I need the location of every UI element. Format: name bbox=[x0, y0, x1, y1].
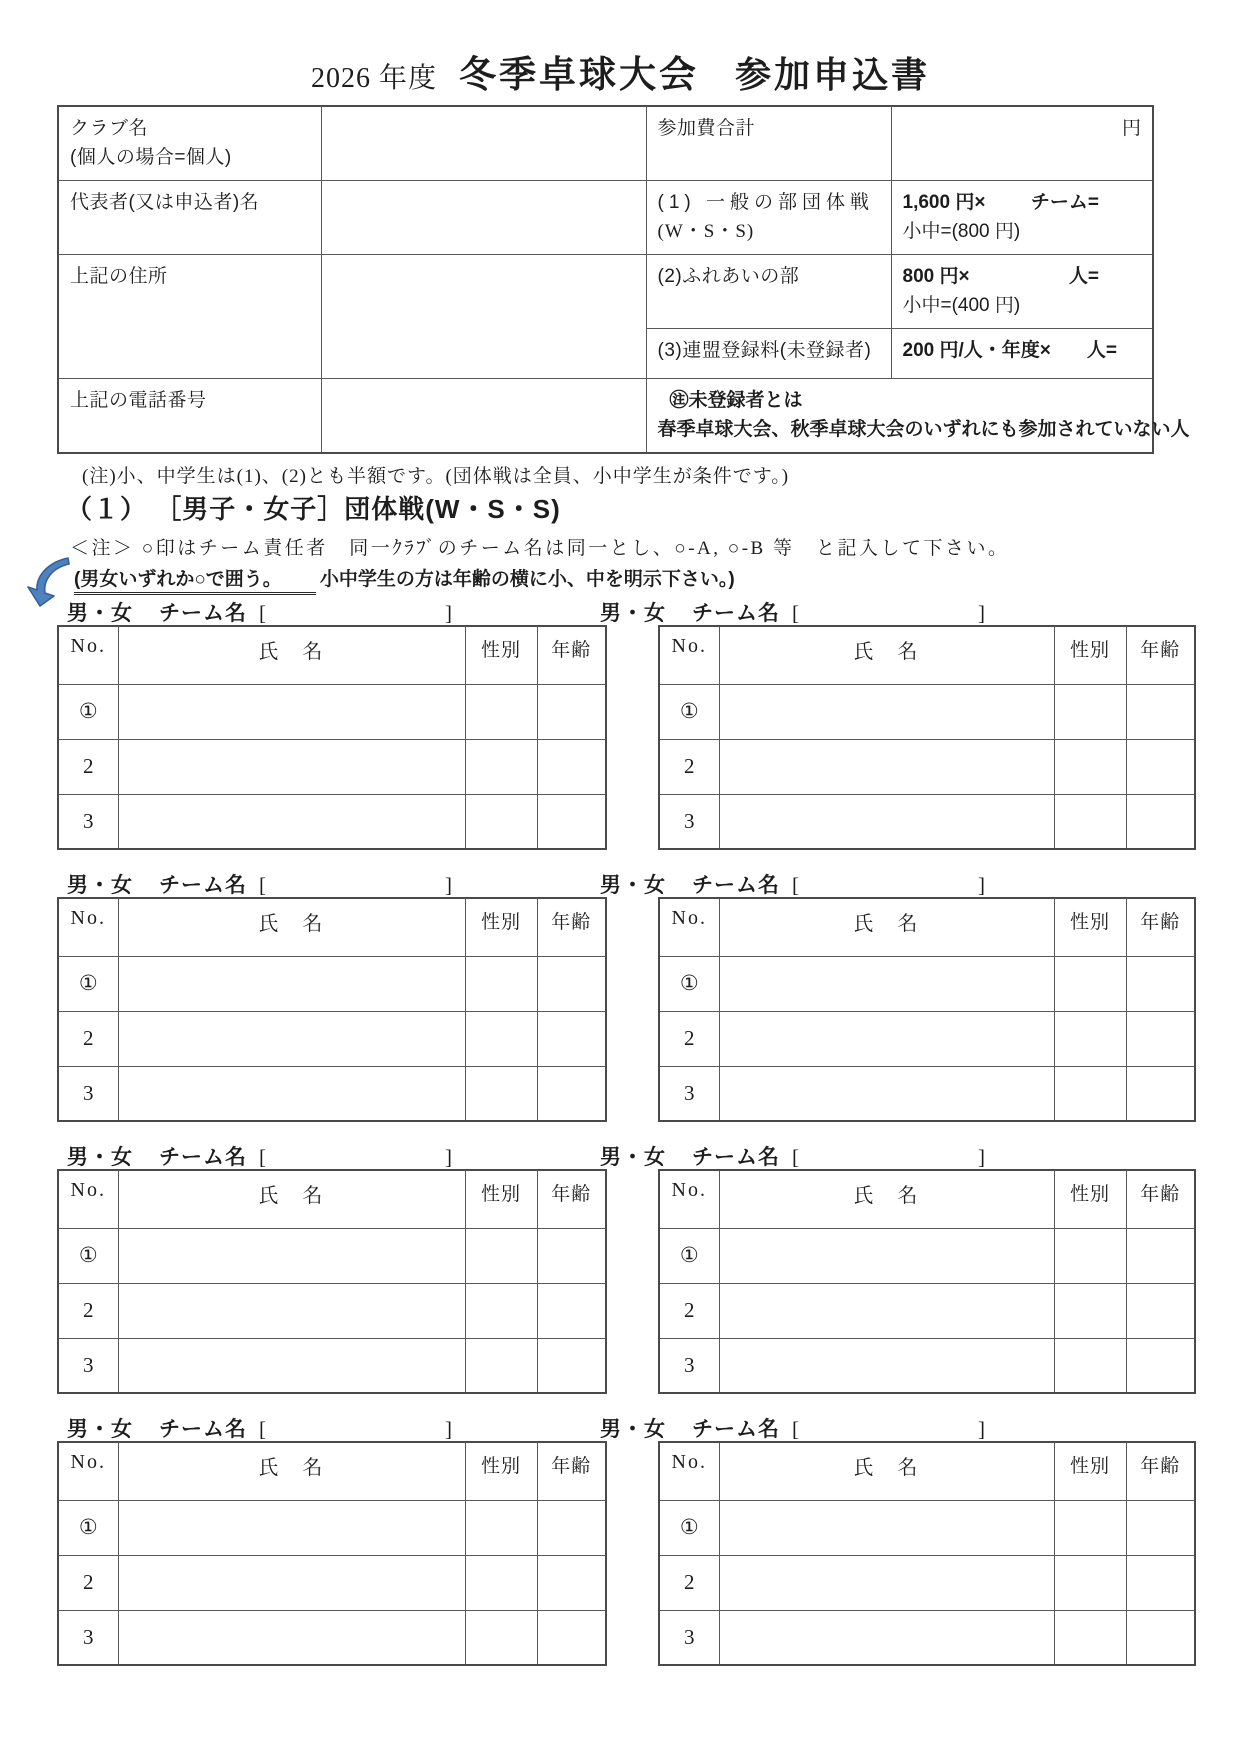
name-cell[interactable] bbox=[118, 1610, 465, 1665]
gender-choice[interactable]: 男・女 bbox=[67, 874, 133, 897]
sex-cell[interactable] bbox=[465, 1011, 537, 1066]
bracket-open-icon: [ bbox=[792, 1145, 800, 1169]
row-label-3: 3 bbox=[659, 1066, 719, 1121]
representative-field[interactable] bbox=[321, 180, 646, 254]
sex-cell[interactable] bbox=[465, 1066, 537, 1121]
team-name-label: チーム名 bbox=[692, 602, 780, 625]
column-header-age: 年齢 bbox=[1126, 626, 1195, 684]
age-cell[interactable] bbox=[1126, 739, 1195, 794]
team-header bbox=[600, 597, 1196, 625]
title-doc: 参加申込書 bbox=[735, 54, 931, 95]
age-cell[interactable] bbox=[1126, 1228, 1195, 1283]
row-label-2: 2 bbox=[58, 1283, 118, 1338]
team-roster-table bbox=[658, 1169, 1196, 1394]
column-header-age: 年齢 bbox=[537, 1442, 606, 1500]
column-header-no: No. bbox=[659, 898, 719, 956]
bracket-close-icon: ] bbox=[445, 1145, 453, 1169]
row-label-3: 3 bbox=[659, 1610, 719, 1665]
bracket-open-icon: [ bbox=[259, 1145, 267, 1169]
page-title bbox=[0, 44, 1241, 98]
phone-label: 上記の電話番号 bbox=[58, 378, 321, 452]
name-cell[interactable] bbox=[719, 794, 1054, 849]
column-header-name: 氏 名 bbox=[118, 626, 465, 684]
item3-fee-cell[interactable] bbox=[891, 328, 1153, 378]
age-cell[interactable] bbox=[537, 1011, 606, 1066]
row-label-2: 2 bbox=[659, 1283, 719, 1338]
row-label-3: 3 bbox=[659, 794, 719, 849]
sex-cell[interactable] bbox=[465, 684, 537, 739]
age-cell[interactable] bbox=[537, 1338, 606, 1393]
column-header-sex: 性別 bbox=[465, 626, 537, 684]
column-header-age: 年齢 bbox=[537, 1170, 606, 1228]
name-cell[interactable] bbox=[118, 1066, 465, 1121]
age-cell[interactable] bbox=[1126, 1610, 1195, 1665]
item2-unit: 人= bbox=[1068, 265, 1099, 287]
row-label-2: 2 bbox=[58, 739, 118, 794]
age-cell[interactable] bbox=[1126, 1338, 1195, 1393]
team-roster-table bbox=[658, 1441, 1196, 1666]
column-header-age: 年齢 bbox=[537, 898, 606, 956]
sex-cell[interactable] bbox=[1054, 1228, 1126, 1283]
age-cell[interactable] bbox=[1126, 1555, 1195, 1610]
name-cell[interactable] bbox=[719, 1610, 1054, 1665]
row-label-3: 3 bbox=[58, 1066, 118, 1121]
bracket-close-icon: ] bbox=[978, 601, 986, 625]
name-cell[interactable] bbox=[118, 1228, 465, 1283]
circle-gender-note-rest: 小中学生の方は年齢の横に小、中を明示下さい。) bbox=[319, 569, 735, 590]
sex-cell[interactable] bbox=[465, 1283, 537, 1338]
column-header-name: 氏 名 bbox=[118, 1442, 465, 1500]
team-block bbox=[57, 869, 607, 1122]
gender-choice[interactable]: 男・女 bbox=[67, 1418, 133, 1441]
representative-label: 代表者(又は申込者)名 bbox=[58, 180, 321, 254]
row-label-2: 2 bbox=[659, 1555, 719, 1610]
age-cell[interactable] bbox=[537, 1610, 606, 1665]
sex-cell[interactable] bbox=[1054, 1066, 1126, 1121]
row-label-2: 2 bbox=[58, 1011, 118, 1066]
column-header-age: 年齢 bbox=[537, 626, 606, 684]
age-cell[interactable] bbox=[537, 956, 606, 1011]
circle-gender-note-underlined: (男女いずれか○で囲う。 bbox=[74, 569, 316, 595]
column-header-name: 氏 名 bbox=[118, 1170, 465, 1228]
age-cell[interactable] bbox=[1126, 1283, 1195, 1338]
bracket-close-icon: ] bbox=[978, 1145, 986, 1169]
phone-field[interactable] bbox=[321, 378, 646, 452]
column-header-name: 氏 名 bbox=[118, 898, 465, 956]
column-header-age: 年齢 bbox=[1126, 1170, 1195, 1228]
club-name-field[interactable] bbox=[321, 106, 646, 180]
age-cell[interactable] bbox=[537, 1283, 606, 1338]
age-cell[interactable] bbox=[537, 684, 606, 739]
column-header-sex: 性別 bbox=[1054, 1170, 1126, 1228]
team-block bbox=[57, 597, 607, 850]
bracket-close-icon: ] bbox=[978, 1417, 986, 1441]
item2-half: 小中=(400 円) bbox=[902, 295, 1021, 317]
bracket-open-icon: [ bbox=[259, 601, 267, 625]
team-block bbox=[600, 1141, 1196, 1394]
row-label-leader: ① bbox=[659, 1228, 719, 1283]
age-cell[interactable] bbox=[537, 794, 606, 849]
item2-label: (2)ふれあいの部 bbox=[646, 254, 891, 328]
team-block bbox=[600, 597, 1196, 850]
sex-cell[interactable] bbox=[465, 1555, 537, 1610]
row-label-3: 3 bbox=[58, 794, 118, 849]
name-cell[interactable] bbox=[118, 1011, 465, 1066]
unregistered-note bbox=[646, 378, 1190, 452]
team-header bbox=[67, 1141, 607, 1169]
item1-label: (1) 一般の部団体戦 (W・S・S) bbox=[646, 180, 891, 254]
name-cell[interactable] bbox=[118, 1500, 465, 1555]
sex-cell[interactable] bbox=[1054, 1283, 1126, 1338]
circle-gender-note bbox=[74, 564, 735, 591]
team-roster-table bbox=[658, 897, 1196, 1122]
name-cell[interactable] bbox=[118, 1555, 465, 1610]
gender-choice[interactable]: 男・女 bbox=[600, 874, 666, 897]
gender-choice[interactable]: 男・女 bbox=[600, 602, 666, 625]
item2-fee-cell[interactable] bbox=[891, 254, 1153, 328]
item3-unit: 人= bbox=[1086, 339, 1117, 361]
bracket-open-icon: [ bbox=[792, 1417, 800, 1441]
name-cell[interactable] bbox=[719, 1066, 1054, 1121]
column-header-sex: 性別 bbox=[1054, 898, 1126, 956]
gender-choice[interactable]: 男・女 bbox=[600, 1418, 666, 1441]
team-header bbox=[600, 869, 1196, 897]
name-cell[interactable] bbox=[719, 1500, 1054, 1555]
address-field[interactable] bbox=[321, 254, 646, 378]
sex-cell[interactable] bbox=[1054, 1011, 1126, 1066]
age-cell[interactable] bbox=[537, 1500, 606, 1555]
name-cell[interactable] bbox=[719, 1283, 1054, 1338]
gender-choice[interactable]: 男・女 bbox=[67, 602, 133, 625]
column-header-no: No. bbox=[659, 1442, 719, 1500]
gender-choice[interactable]: 男・女 bbox=[67, 1146, 133, 1169]
team-block bbox=[57, 1141, 607, 1394]
team-name-label: チーム名 bbox=[692, 874, 780, 897]
row-label-3: 3 bbox=[58, 1338, 118, 1393]
sex-cell[interactable] bbox=[465, 1500, 537, 1555]
fee-total-field[interactable] bbox=[891, 106, 1153, 180]
team-header bbox=[600, 1141, 1196, 1169]
team-name-label: チーム名 bbox=[692, 1418, 780, 1441]
team-tables-container bbox=[57, 597, 1196, 1666]
column-header-no: No. bbox=[659, 626, 719, 684]
item1-fee: 1,600 円× bbox=[902, 191, 986, 213]
gender-choice[interactable]: 男・女 bbox=[600, 1146, 666, 1169]
column-header-age: 年齢 bbox=[1126, 1442, 1195, 1500]
column-header-no: No. bbox=[58, 1170, 118, 1228]
column-header-no: No. bbox=[58, 898, 118, 956]
column-header-name: 氏 名 bbox=[719, 1442, 1054, 1500]
sex-cell[interactable] bbox=[1054, 1610, 1126, 1665]
row-label-leader: ① bbox=[58, 1228, 118, 1283]
team-name-label: チーム名 bbox=[159, 1418, 247, 1441]
sex-cell[interactable] bbox=[465, 1610, 537, 1665]
team-roster-table bbox=[57, 1169, 607, 1394]
sex-cell[interactable] bbox=[1054, 1500, 1126, 1555]
unregistered-note-body: 春季卓球大会、秋季卓球大会のいずれにも参加されていない人 bbox=[657, 419, 1190, 441]
age-cell[interactable] bbox=[1126, 1066, 1195, 1121]
sex-cell[interactable] bbox=[465, 1338, 537, 1393]
team-roster-table bbox=[57, 1441, 607, 1666]
fee-total-label: 参加費合計 bbox=[646, 106, 891, 180]
team-block bbox=[600, 869, 1196, 1122]
age-cell[interactable] bbox=[1126, 1011, 1195, 1066]
age-cell[interactable] bbox=[1126, 956, 1195, 1011]
column-header-sex: 性別 bbox=[465, 1170, 537, 1228]
age-cell[interactable] bbox=[537, 1066, 606, 1121]
item3-label: (3)連盟登録料(未登録者) bbox=[646, 328, 891, 378]
name-cell[interactable] bbox=[118, 956, 465, 1011]
name-cell[interactable] bbox=[719, 739, 1054, 794]
team-header bbox=[67, 597, 607, 625]
team-header bbox=[67, 869, 607, 897]
team-roster-table bbox=[57, 897, 607, 1122]
team-leader-note: ＜注＞ ○印はチーム責任者 同一ｸﾗﾌﾞのチーム名は同一とし、○-A, ○-B 等 と記入して下さい。 bbox=[70, 538, 1010, 559]
item1-fee-cell[interactable] bbox=[891, 180, 1153, 254]
sex-cell[interactable] bbox=[1054, 794, 1126, 849]
row-label-3: 3 bbox=[659, 1338, 719, 1393]
name-cell[interactable] bbox=[118, 794, 465, 849]
name-cell[interactable] bbox=[118, 739, 465, 794]
bracket-open-icon: [ bbox=[792, 601, 800, 625]
team-name-label: チーム名 bbox=[159, 1146, 247, 1169]
unregistered-note-title: ㊟未登録者とは bbox=[669, 389, 803, 411]
section-1-title: （１） ［男子・女子］団体戦(W・S・S) bbox=[66, 494, 561, 524]
age-cell[interactable] bbox=[1126, 1500, 1195, 1555]
name-cell[interactable] bbox=[719, 1555, 1054, 1610]
age-cell[interactable] bbox=[1126, 794, 1195, 849]
team-header bbox=[67, 1413, 607, 1441]
row-label-leader: ① bbox=[58, 1500, 118, 1555]
row-label-3: 3 bbox=[58, 1610, 118, 1665]
address-label: 上記の住所 bbox=[58, 254, 321, 378]
team-name-label: チーム名 bbox=[159, 874, 247, 897]
bracket-close-icon: ] bbox=[978, 873, 986, 897]
sex-cell[interactable] bbox=[465, 1228, 537, 1283]
age-cell[interactable] bbox=[537, 1555, 606, 1610]
club-name-label: クラブ名 (個人の場合=個人) bbox=[58, 106, 321, 180]
name-cell[interactable] bbox=[719, 1228, 1054, 1283]
title-year: 2026 年度 bbox=[310, 63, 437, 94]
name-cell[interactable] bbox=[118, 1283, 465, 1338]
bracket-open-icon: [ bbox=[259, 873, 267, 897]
row-label-leader: ① bbox=[659, 956, 719, 1011]
team-block bbox=[57, 1413, 607, 1666]
column-header-no: No. bbox=[659, 1170, 719, 1228]
column-header-sex: 性別 bbox=[465, 898, 537, 956]
sex-cell[interactable] bbox=[1054, 1338, 1126, 1393]
bracket-close-icon: ] bbox=[445, 873, 453, 897]
age-cell[interactable] bbox=[1126, 684, 1195, 739]
bracket-open-icon: [ bbox=[259, 1417, 267, 1441]
sex-cell[interactable] bbox=[465, 739, 537, 794]
team-roster-table bbox=[658, 625, 1196, 850]
team-name-label: チーム名 bbox=[159, 602, 247, 625]
name-cell[interactable] bbox=[118, 684, 465, 739]
bracket-close-icon: ] bbox=[445, 601, 453, 625]
name-cell[interactable] bbox=[719, 956, 1054, 1011]
column-header-name: 氏 名 bbox=[719, 626, 1054, 684]
sex-cell[interactable] bbox=[465, 794, 537, 849]
column-header-name: 氏 名 bbox=[719, 1170, 1054, 1228]
name-cell[interactable] bbox=[118, 1338, 465, 1393]
item1-half: 小中=(800 円) bbox=[902, 221, 1021, 243]
name-cell[interactable] bbox=[719, 1011, 1054, 1066]
column-header-no: No. bbox=[58, 626, 118, 684]
sex-cell[interactable] bbox=[1054, 739, 1126, 794]
row-label-2: 2 bbox=[659, 1011, 719, 1066]
age-cell[interactable] bbox=[537, 1228, 606, 1283]
yen-label: 円 bbox=[1121, 118, 1141, 139]
bracket-open-icon: [ bbox=[792, 873, 800, 897]
title-event: 冬季卓球大会 bbox=[459, 54, 699, 95]
name-cell[interactable] bbox=[719, 684, 1054, 739]
team-header bbox=[600, 1413, 1196, 1441]
half-price-note: (注)小、中学生は(1)、(2)とも半額です。(団体戦は全員、小中学生が条件です。) bbox=[82, 466, 790, 487]
column-header-age: 年齢 bbox=[1126, 898, 1195, 956]
sex-cell[interactable] bbox=[465, 956, 537, 1011]
column-header-sex: 性別 bbox=[465, 1442, 537, 1500]
column-header-no: No. bbox=[58, 1442, 118, 1500]
team-block bbox=[600, 1413, 1196, 1666]
row-label-2: 2 bbox=[58, 1555, 118, 1610]
item2-fee: 800 円× bbox=[902, 265, 970, 287]
row-label-leader: ① bbox=[659, 684, 719, 739]
row-label-leader: ① bbox=[58, 684, 118, 739]
bracket-close-icon: ] bbox=[445, 1417, 453, 1441]
sex-cell[interactable] bbox=[1054, 684, 1126, 739]
column-header-name: 氏 名 bbox=[719, 898, 1054, 956]
item1-unit: チーム= bbox=[1030, 191, 1099, 213]
name-cell[interactable] bbox=[719, 1338, 1054, 1393]
row-label-leader: ① bbox=[58, 956, 118, 1011]
team-roster-table bbox=[57, 625, 607, 850]
row-label-2: 2 bbox=[659, 739, 719, 794]
column-header-sex: 性別 bbox=[1054, 626, 1126, 684]
sex-cell[interactable] bbox=[1054, 1555, 1126, 1610]
age-cell[interactable] bbox=[537, 739, 606, 794]
row-label-leader: ① bbox=[659, 1500, 719, 1555]
item3-fee: 200 円/人・年度× bbox=[902, 339, 1051, 361]
column-header-sex: 性別 bbox=[1054, 1442, 1126, 1500]
applicant-fee-table bbox=[57, 105, 1190, 454]
team-name-label: チーム名 bbox=[692, 1146, 780, 1169]
sex-cell[interactable] bbox=[1054, 956, 1126, 1011]
